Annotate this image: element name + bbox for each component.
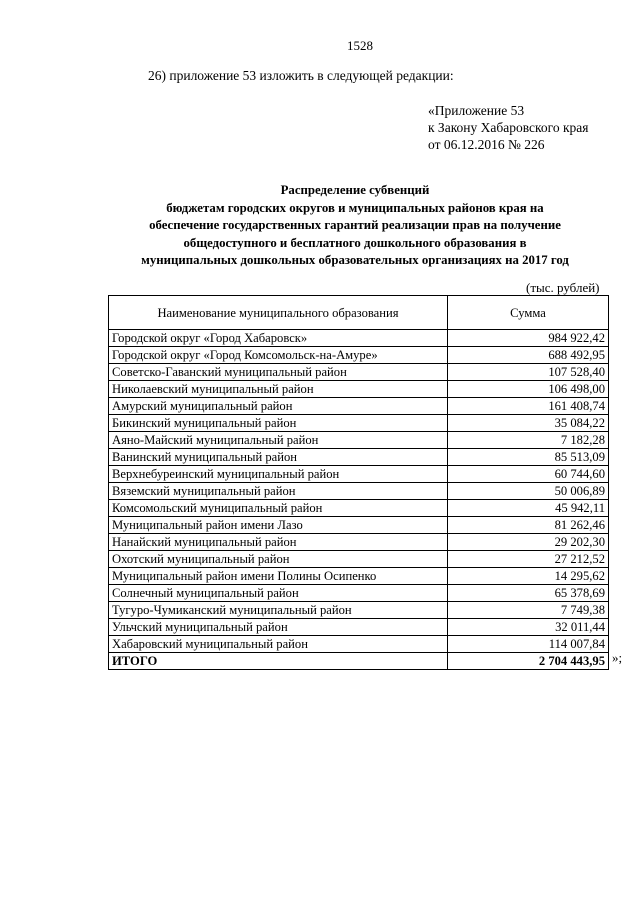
table-row bbox=[109, 551, 609, 568]
subvention-amount: 107 528,40 bbox=[448, 364, 609, 381]
title-line-1: Распределение субвенций bbox=[280, 183, 430, 197]
municipality-name: Охотский муниципальный район bbox=[109, 551, 448, 568]
total-label: ИТОГО bbox=[109, 653, 448, 670]
table-row bbox=[109, 415, 609, 432]
table-row bbox=[109, 500, 609, 517]
appendix-line-2: к Закону Хабаровского края bbox=[428, 120, 589, 135]
municipality-name: Городской округ «Город Хабаровск» bbox=[109, 330, 448, 347]
subvention-amount: 161 408,74 bbox=[448, 398, 609, 415]
subvention-amount: 7 749,38 bbox=[448, 602, 609, 619]
subvention-amount: 106 498,00 bbox=[448, 381, 609, 398]
subvention-amount: 7 182,28 bbox=[448, 432, 609, 449]
table-row bbox=[109, 517, 609, 534]
table-row bbox=[109, 619, 609, 636]
title-line-3: обеспечение государственных гарантий реализации прав на получение bbox=[149, 218, 561, 232]
table-row bbox=[109, 568, 609, 585]
intro-text: 26) приложение 53 изложить в следующей редакции: bbox=[148, 68, 454, 83]
table-row bbox=[109, 330, 609, 347]
subvention-amount: 35 084,22 bbox=[448, 415, 609, 432]
subvention-table bbox=[108, 295, 609, 670]
subvention-amount: 85 513,09 bbox=[448, 449, 609, 466]
total-amount: 2 704 443,95 bbox=[448, 653, 609, 670]
table-row bbox=[109, 364, 609, 381]
municipality-name: Ульчский муниципальный район bbox=[109, 619, 448, 636]
subvention-amount: 688 492,95 bbox=[448, 347, 609, 364]
subvention-amount: 984 922,42 bbox=[448, 330, 609, 347]
table-header-row bbox=[109, 296, 609, 330]
subvention-amount: 65 378,69 bbox=[448, 585, 609, 602]
header-name: Наименование муниципального образования bbox=[109, 296, 448, 330]
header-amount: Сумма bbox=[448, 296, 609, 330]
municipality-name: Советско-Гаванский муниципальный район bbox=[109, 364, 448, 381]
municipality-name: Муниципальный район имени Лазо bbox=[109, 517, 448, 534]
subvention-amount: 45 942,11 bbox=[448, 500, 609, 517]
title-line-4: общедоступного и бесплатного дошкольного образования в bbox=[183, 235, 527, 250]
subvention-amount: 29 202,30 bbox=[448, 534, 609, 551]
municipality-name: Ванинский муниципальный район bbox=[109, 449, 448, 466]
table-row bbox=[109, 347, 609, 364]
appendix-line-3: от 06.12.2016 № 226 bbox=[428, 137, 545, 152]
document-title bbox=[100, 182, 610, 270]
table-row bbox=[109, 432, 609, 449]
table-row bbox=[109, 483, 609, 500]
subvention-amount: 32 011,44 bbox=[448, 619, 609, 636]
units-label: (тыс. рублей) bbox=[526, 280, 600, 295]
table-row bbox=[109, 534, 609, 551]
table-body bbox=[109, 330, 609, 670]
table-row bbox=[109, 466, 609, 483]
page-number: 1528 bbox=[347, 38, 373, 53]
appendix-line-1: «Приложение 53 bbox=[428, 103, 525, 118]
municipality-name: Бикинский муниципальный район bbox=[109, 415, 448, 432]
table-row bbox=[109, 449, 609, 466]
subvention-amount: 114 007,84 bbox=[448, 636, 609, 653]
title-line-5: муниципальных дошкольных образовательных организациях на 2017 год bbox=[141, 253, 569, 267]
municipality-name: Городской округ «Город Комсомольск-на-Амуре» bbox=[109, 347, 448, 364]
subvention-amount: 14 295,62 bbox=[448, 568, 609, 585]
municipality-name: Амурский муниципальный район bbox=[109, 398, 448, 415]
subvention-amount: 81 262,46 bbox=[448, 517, 609, 534]
municipality-name: Нанайский муниципальный район bbox=[109, 534, 448, 551]
table-row bbox=[109, 398, 609, 415]
municipality-name: Хабаровский муниципальный район bbox=[109, 636, 448, 653]
municipality-name: Тугуро-Чумиканский муниципальный район bbox=[109, 602, 448, 619]
municipality-name: Солнечный муниципальный район bbox=[109, 585, 448, 602]
table-row bbox=[109, 602, 609, 619]
subvention-amount: 60 744,60 bbox=[448, 466, 609, 483]
subvention-amount: 50 006,89 bbox=[448, 483, 609, 500]
total-row bbox=[109, 653, 609, 670]
table-row bbox=[109, 585, 609, 602]
appendix-reference bbox=[428, 102, 589, 153]
municipality-name: Николаевский муниципальный район bbox=[109, 381, 448, 398]
municipality-name: Вяземский муниципальный район bbox=[109, 483, 448, 500]
title-line-2: бюджетам городских округов и муниципальных районов края на bbox=[166, 200, 544, 215]
table-row bbox=[109, 381, 609, 398]
table-row bbox=[109, 636, 609, 653]
subvention-amount: 27 212,52 bbox=[448, 551, 609, 568]
closing-mark: »; bbox=[612, 650, 623, 665]
municipality-name: Аяно-Майский муниципальный район bbox=[109, 432, 448, 449]
municipality-name: Верхнебуреинский муниципальный район bbox=[109, 466, 448, 483]
municipality-name: Комсомольский муниципальный район bbox=[109, 500, 448, 517]
municipality-name: Муниципальный район имени Полины Осипенко bbox=[109, 568, 448, 585]
